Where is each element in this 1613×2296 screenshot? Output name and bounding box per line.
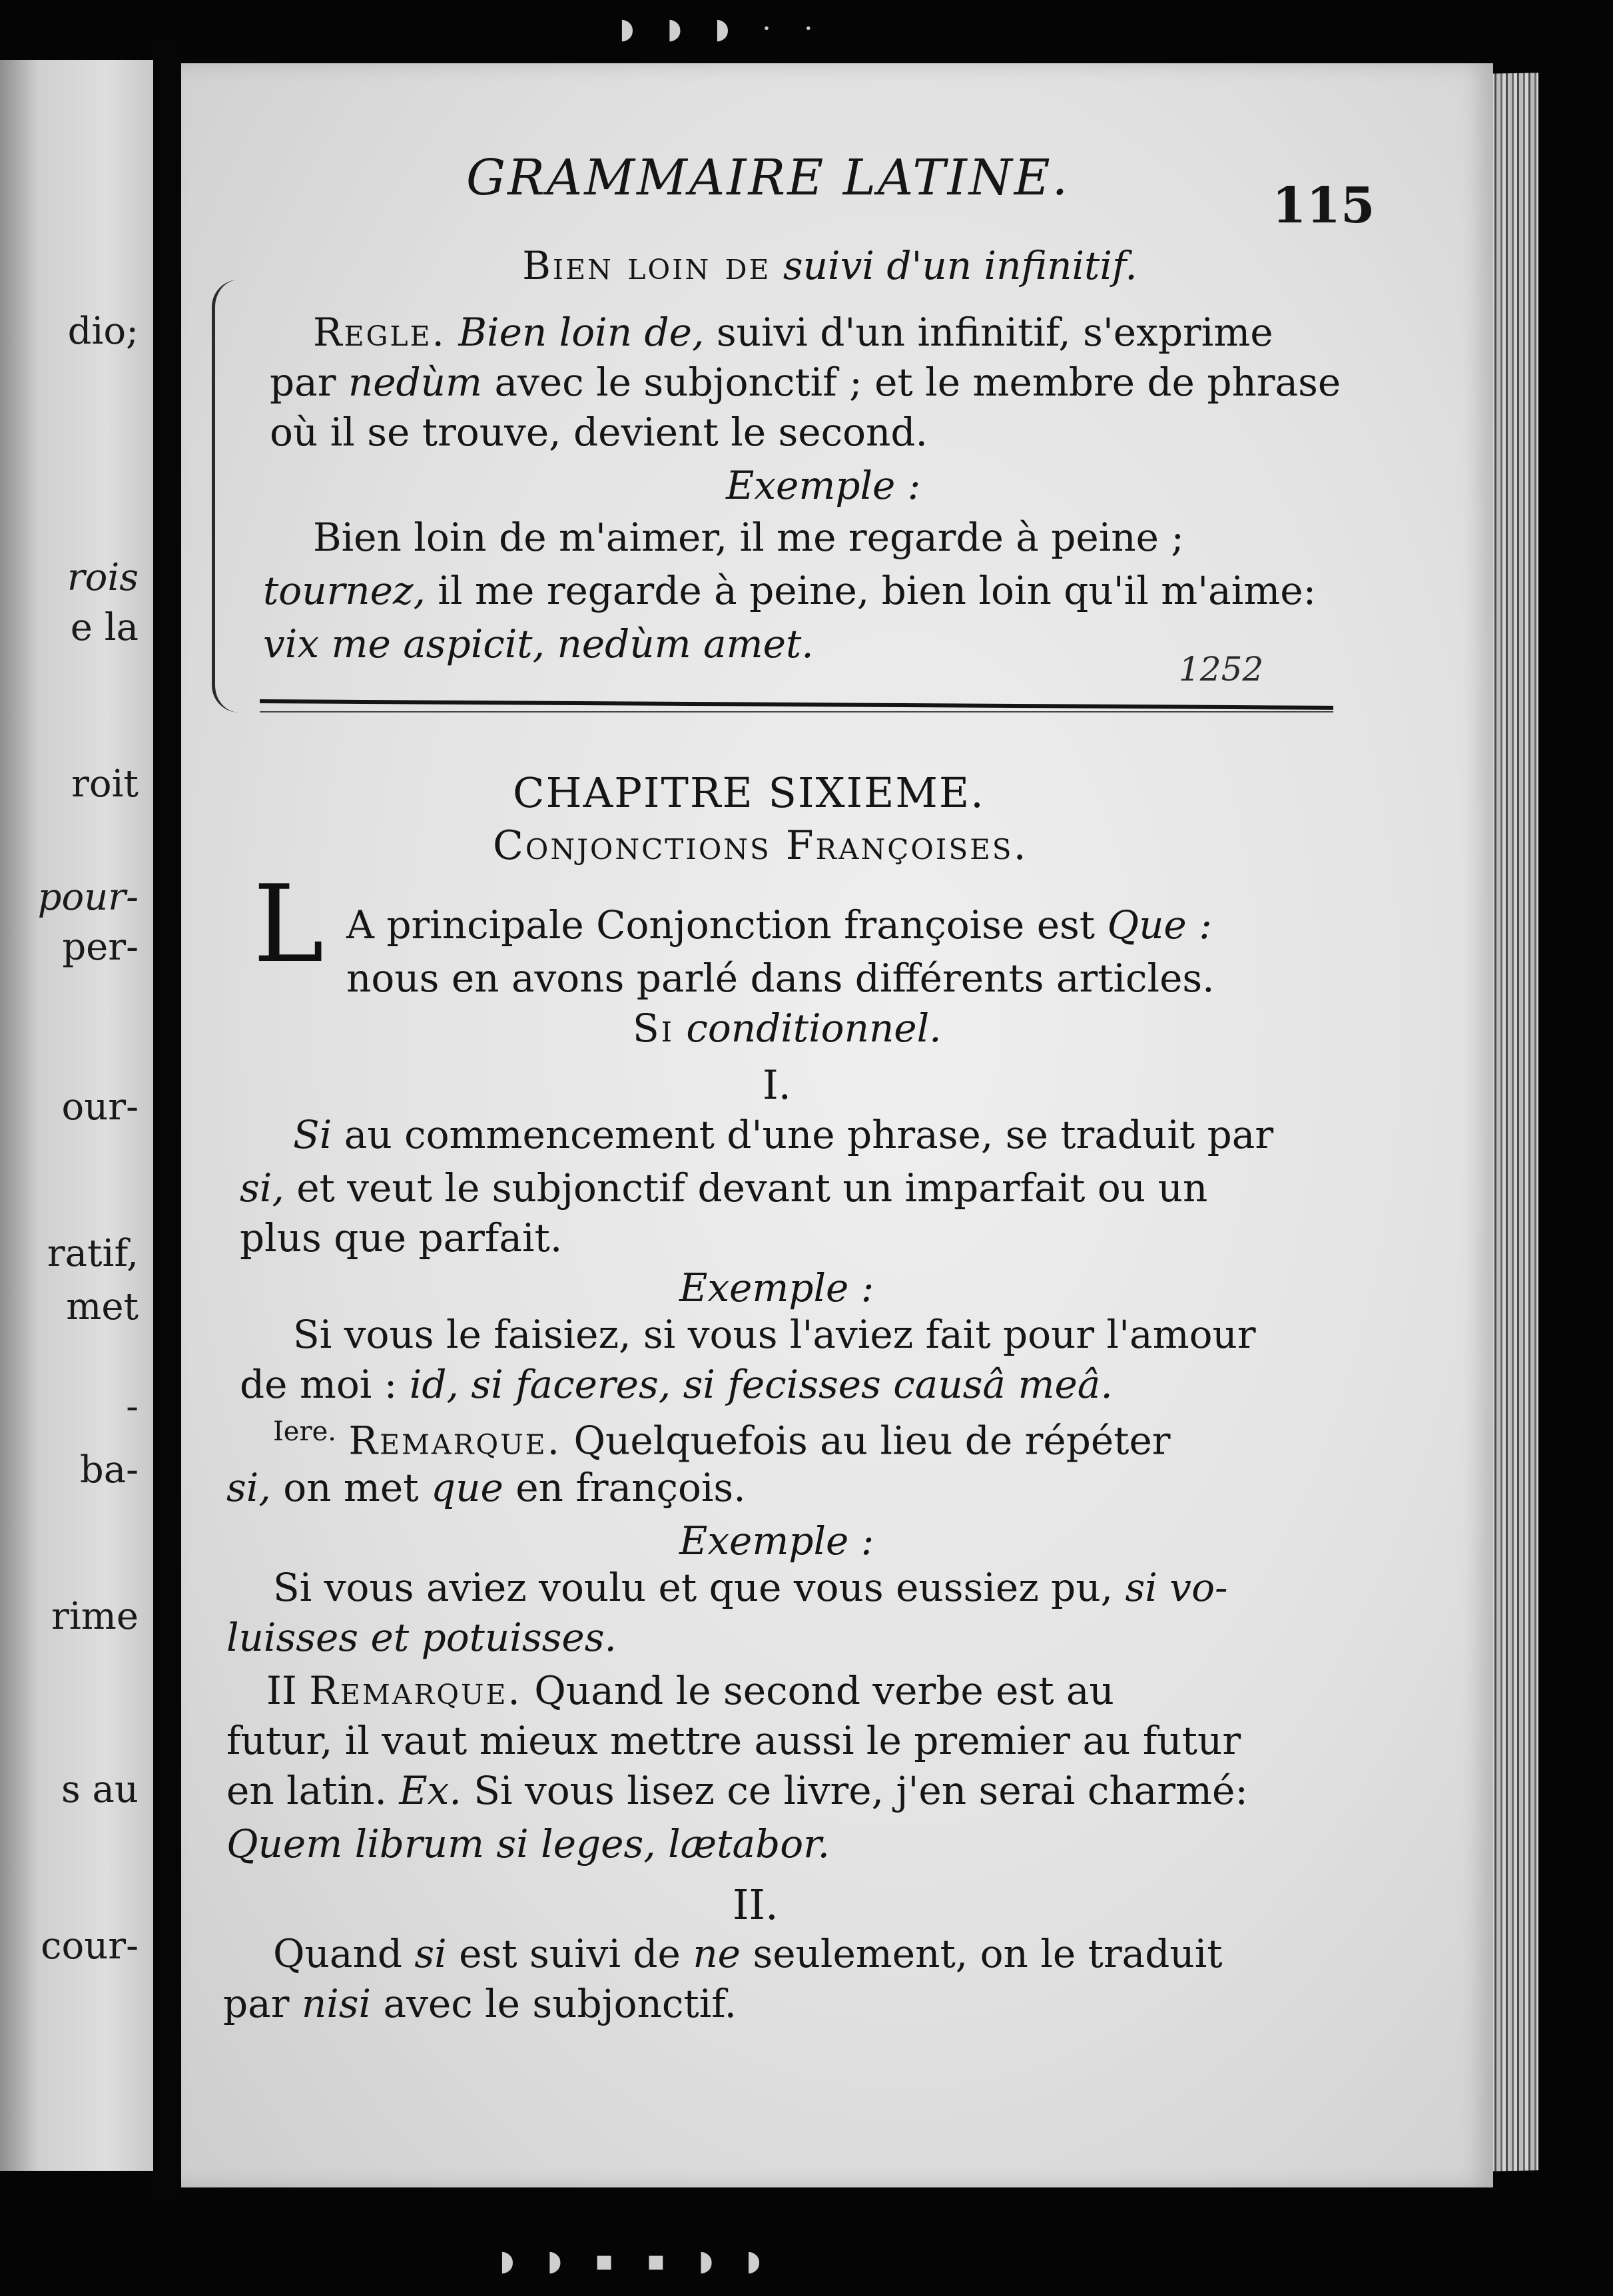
p1-line-1	[293, 1112, 1274, 1157]
e1-line-2	[240, 1362, 1113, 1407]
left-facing-page	[0, 60, 153, 2171]
intro-text: A principale Conjonction françoise est	[346, 902, 1096, 948]
remark-text: en latin.	[226, 1768, 387, 1813]
rule-label: Regle.	[313, 310, 446, 355]
remark-2-line-3	[226, 1768, 1248, 1813]
example-italic: tournez,	[263, 568, 426, 613]
film-edge-marks: ◗ ◗ ◗ · ·	[619, 12, 825, 45]
left-margin-fragment: our-	[61, 1085, 139, 1129]
example-line-2	[263, 568, 1317, 613]
intro-line-1	[346, 902, 1212, 948]
chapter-subtitle: Conjonctions Françoises.	[493, 822, 1028, 869]
margin-bracket	[212, 280, 239, 713]
left-margin-fragment: -	[126, 1385, 139, 1428]
remark-2-line-1	[266, 1668, 1114, 1713]
example-text: il me regarde à peine, bien loin qu'il m'aime:	[438, 568, 1317, 613]
si-heading-italic: conditionnel.	[686, 1005, 942, 1051]
example-label: Exemple :	[679, 1265, 874, 1310]
example-label: Exemple :	[726, 463, 921, 508]
running-header: GRAMMAIRE LATINE.	[466, 149, 1070, 206]
left-margin-fragment: s au	[61, 1768, 139, 1811]
section-divider-thin	[260, 711, 1333, 713]
e2-line-1	[273, 1565, 1228, 1610]
remark-text: en françois.	[515, 1465, 746, 1510]
example-line-1: Bien loin de m'aimer, il me regarde à peine ;	[313, 515, 1184, 560]
remark-1-line-2	[226, 1465, 746, 1510]
handwritten-note: 1252	[1179, 650, 1264, 689]
drop-cap: L	[253, 862, 324, 986]
section-heading-caps: Bien loin de	[522, 243, 771, 288]
remark-label: Remarque.	[309, 1668, 522, 1713]
remark-text: Quelquefois au lieu de répéter	[573, 1418, 1171, 1464]
p1-line-2	[240, 1165, 1208, 1211]
example-line-3: vix me aspicit, nedùm amet.	[263, 621, 814, 667]
left-margin-fragment: cour-	[41, 1924, 139, 1968]
left-margin-fragment: dio;	[67, 310, 139, 353]
p2-text: est suivi de	[459, 1931, 681, 1976]
example-label: Exemple :	[679, 1518, 874, 1564]
p1-text: et veut le subjonctif devant un imparfait ou un	[296, 1165, 1208, 1211]
e2-line-2: luisses et potuisses.	[226, 1615, 617, 1660]
left-margin-fragment: e la	[70, 606, 139, 649]
rule-text: avec le subjonctif ; et le membre de phrase	[494, 360, 1341, 405]
left-margin-fragment: ratif,	[47, 1232, 139, 1275]
remark-italic: Ex.	[399, 1768, 462, 1813]
p2-text: par	[223, 1981, 290, 2026]
p2-text: avec le subjonctif.	[383, 1981, 737, 2026]
p2-line-1	[273, 1931, 1223, 1976]
rule-text: par	[270, 360, 336, 405]
rule-line-2	[270, 360, 1341, 405]
left-margin-fragment: ba-	[79, 1448, 139, 1492]
e1-line-1: Si vous le faisiez, si vous l'aviez fait pour l'amour	[293, 1312, 1256, 1357]
rule-italic: Bien loin de,	[458, 310, 705, 355]
p1-italic: Si	[293, 1112, 332, 1157]
rule-text: suivi d'un infinitif, s'exprime	[716, 310, 1273, 355]
section-heading-italic: suivi d'un infinitif.	[783, 243, 1137, 288]
left-margin-fragment: rime	[51, 1595, 139, 1638]
page-stack-edges	[1485, 73, 1538, 2171]
left-margin-fragment: met	[66, 1285, 139, 1328]
remark-1-line-1	[273, 1416, 1171, 1464]
chapter-title: CHAPITRE SIXIEME.	[513, 768, 985, 817]
p2-text: seulement, on le traduit	[753, 1931, 1223, 1976]
left-margin-fragment: pour-	[37, 876, 139, 919]
p2-italic: nisi	[301, 1981, 372, 2026]
p1-line-3: plus que parfait.	[240, 1215, 563, 1261]
remark-number: Iere.	[273, 1416, 336, 1447]
page-number: 115	[1272, 177, 1375, 234]
left-margin-fragment: rois	[67, 556, 139, 599]
remark-italic: si,	[226, 1465, 271, 1510]
intro-line-2: nous en avons parlé dans différents articles.	[346, 956, 1215, 1001]
remark-text: Quand le second verbe est au	[534, 1668, 1114, 1713]
e2-text: Si vous aviez voulu et que vous eussiez pu,	[273, 1565, 1114, 1610]
remark-italic: que	[430, 1465, 503, 1510]
p2-italic: ne	[693, 1931, 741, 1976]
left-margin-fragment: per-	[62, 926, 139, 969]
p2-line-2	[223, 1981, 737, 2026]
si-heading-caps: Si	[633, 1005, 674, 1051]
rule-line-1	[313, 310, 1273, 355]
remark-text: Si vous lisez ce livre, j'en serai charmé:	[474, 1768, 1248, 1813]
e2-italic: si vo-	[1125, 1565, 1228, 1610]
remark-2-line-4: Quem librum si leges, lætabor.	[226, 1821, 830, 1866]
p2-italic: si	[414, 1931, 447, 1976]
numbered-heading-1: I.	[763, 1062, 791, 1109]
left-margin-fragment: roit	[71, 762, 139, 806]
film-edge-marks: ◗ ◗ ▪ ▪ ◗ ◗	[499, 2244, 773, 2277]
p2-text: Quand	[273, 1931, 402, 1976]
e1-text: de moi :	[240, 1362, 398, 1407]
remark-number: II	[266, 1668, 297, 1713]
rule-italic: nedùm	[348, 360, 483, 405]
intro-italic: Que :	[1107, 902, 1212, 948]
si-heading	[633, 1005, 942, 1051]
p1-text: au commencement d'une phrase, se traduit par	[344, 1112, 1274, 1157]
book-gutter	[153, 40, 181, 2204]
numbered-heading-2: II.	[733, 1880, 779, 1929]
e1-italic: id, si faceres, si fecisses causâ meâ.	[409, 1362, 1113, 1407]
remark-2-line-2: futur, il vaut mieux mettre aussi le premier au futur	[226, 1718, 1241, 1763]
remark-text: on met	[283, 1465, 419, 1510]
section-heading	[0, 243, 1613, 288]
rule-line-3: où il se trouve, devient le second.	[270, 410, 928, 455]
remark-label: Remarque.	[348, 1418, 562, 1464]
p1-italic: si,	[240, 1165, 284, 1211]
